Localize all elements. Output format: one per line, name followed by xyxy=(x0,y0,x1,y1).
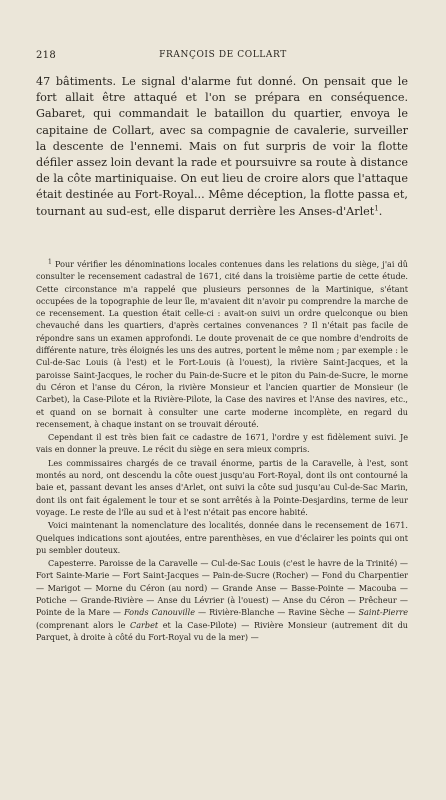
footnote-text: — Rivière-Blanche — Ravine Sèche — xyxy=(195,607,359,618)
page-number: 218 xyxy=(36,50,56,61)
page-header xyxy=(36,50,410,64)
italic-place-name: Fonds Canouville xyxy=(124,607,196,618)
footnote-mark: 1 xyxy=(48,258,52,266)
main-paragraph xyxy=(36,74,408,220)
main-paragraph-end: . xyxy=(378,204,383,218)
footnote-text: Capesterre. Paroisse de la Caravelle — Cul-de-Sac Louis (c'est le havre de la Trinité) — Fort Sainte-Marie — Fort Saint-Jacques — Pain-de-Sucre (Rocher) — Fond du Charpentier — Marigot — Morne du Céron (au nord) — Grande Anse — Basse-Pointe — Macouba — Potiche — Grande-Rivière — Anse du Lévrier (à l'ouest) — Anse du Céron — Prêcheur — Pointe de la Mare — xyxy=(36,558,408,618)
footnote-reference: 1 xyxy=(374,203,379,212)
italic-place-name: Saint-Pierre xyxy=(358,607,408,618)
main-paragraph-text: 47 bâtiments. Le signal d'alarme fut donné. On pensait que le fort allait être attaqué et l'on se prépara en conséquence. Gabaret, qui commandait le bataillon du quartier, envoya le capitaine de Collart, avec sa compagnie de cavalerie, surveiller la descente de l'ennemi. Mais on fut surpris de voir la flotte défiler assez loin devant la rade et poursuivre sa route à distance de la côte martiniquaise. On eut lieu de croire alors que l'attaque était destinée au Fort-Royal... Même déception, la flotte passa et, tournant au sud-est, elle disparut derrière les Anses-d'Arlet xyxy=(36,75,408,218)
footnote-paragraph: Voici maintenant la nomenclature des localités, donnée dans le recensement de 1671. Quelques indications sont ajoutées, entre parenthèses, en vue d'éclairer les points qui ont pu sembler douteux. xyxy=(36,520,408,555)
footnote-paragraph xyxy=(36,258,408,430)
footnote-paragraph: Cependant il est très bien fait ce cadastre de 1671, l'ordre y est fidèlement suivi. Je vais en donner la preuve. Le récit du siège en sera mieux compris. xyxy=(36,432,408,455)
footnote-text: et la Case-Pilote) — Rivière Monsieur (autrement dit du Parquet, à droite à côté du Fort-Royal vu de la mer) — xyxy=(36,619,408,642)
footnote-text: (comprenant alors le xyxy=(36,619,130,630)
footnotes xyxy=(36,258,408,643)
footnote-paragraph xyxy=(36,557,408,643)
footnote-text: Pour vérifier les dénominations locales contenues dans les relations du siège, j'ai dû consulter le recensement cadastral de 1671, cité dans la troisième partie de cette étude. Cette circonstance m'a rappelé que plusieurs personnes de la Martinique, s'étant occupées de la topographie de leur île, m'avaient dit n'avoir pu comprendre la marche de ce recensement. La question était celle-ci : avait-on suivi un ordre quelconque ou bien chevauché dans les quartiers, d'après certaines convenances ? Il n'était pas facile de répondre sans un examen approfondi. Le doute provenait de ce que nombre d'endroits de différente nature, très éloignés les uns des autres, portent le même nom ; par exemple : le Cul-de-Sac Louis (à l'est) et le Fort-Louis (à l'ouest), la rivière Saint-Jacques, et la paroisse Saint-Jacques, le rocher du Pain-de-Sucre et le piton du Pain-de-Sucre, le morne du Céron et l'anse du Céron, la rivière Monsieur et l'ancien quartier de Monsieur (le Carbet), la Case-Pilote et la Rivière-Pilote, la Case des navires et l'Anse des navires, etc., et quand on se bornait à consulter une carte moderne incomplète, en regard du recensement, à chaque instant on se trouvait dérouté. xyxy=(36,259,408,429)
running-head: FRANÇOIS DE COLLART xyxy=(159,50,287,60)
footnote-paragraph: Les commissaires chargés de ce travail énorme, partis de la Caravelle, à l'est, sont montés au nord, ont descendu la côte ouest jusqu'au Fort-Royal, dont ils ont contourné la baie et, passant devant les anses d'Arlet, ont suivi la côte sud jusqu'au Cul-de-Sac Marin, dont ils ont fait également le tour et se sont arrêtés à la Pointe-Desjardins, terme de leur voyage. Le reste de l'île au sud et à l'est n'était pas encore habité. xyxy=(36,457,408,517)
main-text xyxy=(36,74,408,220)
italic-place-name: Carbet xyxy=(130,619,159,630)
